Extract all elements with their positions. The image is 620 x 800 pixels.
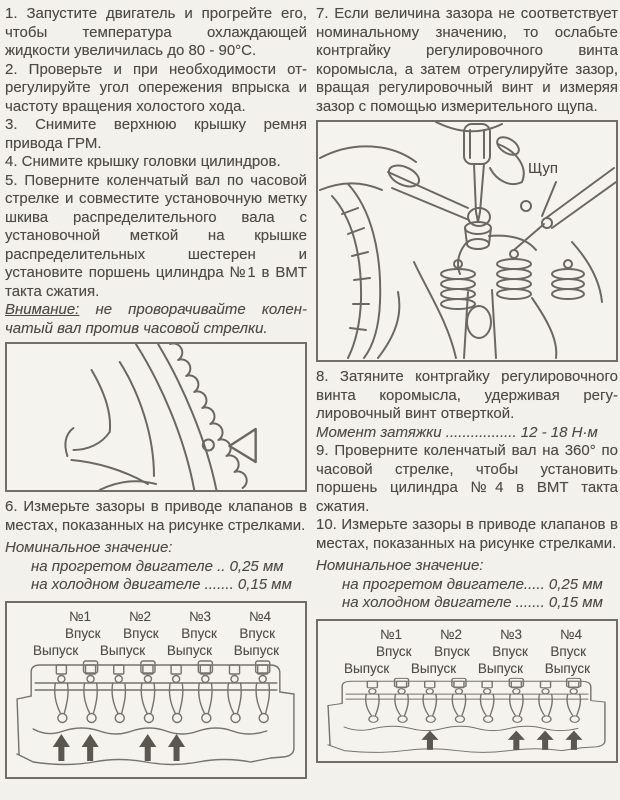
nominal-warm-right: на прогретом двигателе..... 0,25 мм: [342, 575, 603, 593]
figure-camshaft-sprocket: [5, 342, 307, 492]
feeler-gauge-tool: [514, 168, 616, 250]
sprocket-rim: [136, 344, 247, 490]
head-left-drawing: [7, 659, 305, 771]
measure-arrow-valve-1: [53, 734, 70, 761]
attention-note: [5, 301, 307, 338]
step-3: 3. Снимите верхнюю крышку ремня привода ГРМ.: [5, 116, 307, 152]
feeler-gauge-label: Щуп: [527, 160, 558, 177]
step-10: 10. Измерьте зазоры в приводе клапанов в местах, показанных на рисунке стрелками.: [316, 516, 618, 552]
step-9: 9. Проверните коленчатый вал на 360° по часовой стрелке, чтобы установить поршень цилиндра №4 в ВМТ такта сжатия.: [316, 442, 618, 515]
cylinder-number-label: №1: [380, 626, 402, 642]
intake-label: Впуск: [434, 643, 470, 659]
exhaust-label: Выпуск: [477, 660, 524, 676]
exhaust-label: Выпуск: [99, 642, 146, 658]
right-column: [316, 5, 618, 800]
exhaust-row: [7, 642, 305, 659]
rocker-arms: [366, 681, 581, 722]
step-4: 4. Снимите крышку головки цилиндров.: [5, 153, 281, 170]
cylinder-number-label: №2: [129, 608, 151, 624]
upper-hand: [436, 122, 524, 184]
torque-spec: Момент затяжки ................. 12 - 18 Н·м: [316, 423, 598, 441]
exhaust-label: Выпуск: [410, 660, 457, 676]
measure-arrow-valve-7: [537, 730, 554, 749]
exhaust-label: Выпуск: [344, 660, 390, 676]
measure-arrow-valve-4: [139, 734, 156, 761]
measure-arrow-valve-2: [82, 734, 99, 761]
nominal-header-left: Номинальное значение:: [5, 539, 173, 556]
intake-label: Впуск: [181, 625, 217, 641]
exhaust-label: Выпуск: [233, 642, 279, 658]
intake-label: Впуск: [123, 625, 159, 641]
camshaft-sprocket-drawing: [7, 344, 305, 490]
attention-label: Внимание:: [5, 301, 80, 318]
head-right-labels: [318, 621, 616, 677]
intake-label: Впуск: [492, 643, 528, 659]
exhaust-row: [318, 660, 616, 677]
intake-row: [7, 625, 305, 642]
intake-label: Впуск: [239, 625, 275, 641]
intake-label: Впуск: [550, 643, 586, 659]
belt-pulley: [332, 184, 380, 358]
exhaust-label: Выпуск: [544, 660, 590, 676]
cylinder-number-label: №1: [69, 608, 91, 624]
sprocket-spokes: [65, 362, 156, 490]
step-8: 8. Затяните контргайку регулировочного винта коромысла, удерживая регулировочный винт отверткой.: [316, 368, 618, 422]
exhaust-label: Выпуск: [166, 642, 213, 658]
nominal-warm-left: на прогретом двигателе .. 0,25 мм: [31, 557, 284, 575]
left-column: [5, 5, 307, 800]
figure-feeler-gauge-adjustment: [316, 120, 618, 362]
cylinder-number-label: №4: [560, 626, 582, 642]
cylinder-number-row: [318, 626, 616, 643]
measure-arrow-valve-5: [168, 734, 185, 761]
intake-label: Впуск: [376, 643, 412, 659]
exhaust-label: Выпуск: [33, 642, 79, 658]
figure-head-cyl4-tdc: [316, 619, 618, 763]
figure-head-cyl1-tdc: [5, 601, 307, 779]
step-2: 2. Проверьте и при необходимости отрегулируйте угол опережения впрыска и частоту вращения холостого хода.: [5, 60, 307, 115]
cylinder-number-row: [7, 608, 305, 625]
cylinder-number-label: №3: [500, 626, 522, 642]
head-left-labels: [7, 603, 305, 659]
attention-text: не проворачивайте коленчатый вал против часовой стрелки.: [5, 301, 307, 337]
adjuster-and-rocker: [458, 222, 536, 274]
rocker-arms: [55, 665, 270, 723]
step-5: 5. Поверните коленчатый вал по часовой стрелке и совместите установочную метку шкива распределительного вала с установочной меткой на крышке распределительных шестерен и установите поршень цилиндра №1 в ВМТ такта сжатия.: [5, 171, 307, 300]
measure-arrow-valve-6: [508, 730, 525, 749]
nominal-cold-right: на холодном двигателе ....... 0,15 мм: [342, 594, 603, 611]
head-right-drawing: [318, 677, 616, 757]
nominal-cold-left: на холодном двигателе ....... 0,15 мм: [31, 576, 292, 593]
intake-row: [318, 643, 616, 660]
step-1: 1. Запустите двигатель и прогрейте его, чтобы температура охлаждающей жидкости увеличилась до 80 - 90°С.: [5, 5, 307, 59]
measure-arrow-valve-3: [421, 730, 438, 749]
feeler-adjustment-drawing: [318, 122, 616, 360]
valve-springs: [441, 250, 584, 309]
intake-label: Впуск: [65, 625, 101, 641]
cylinder-number-label: №3: [189, 608, 211, 624]
cylinder-number-label: №2: [440, 626, 462, 642]
cylinder-number-label: №4: [249, 608, 271, 624]
step-6: 6. Измерьте зазоры в приводе клапанов в местах, показанных на рисунке стрелками.: [5, 498, 307, 534]
measure-arrow-valve-8: [565, 730, 582, 749]
nominal-header-right: Номинальное значение:: [316, 557, 484, 574]
step-7: 7. Если величина зазора не соответствует номинальному значению, то ослабьте контргайку регулировочного винта коромысла, а затем отрегулируйте зазор, вращая регулировочный винт и измеряя зазор с помощью измерительного щупа.: [316, 5, 618, 115]
